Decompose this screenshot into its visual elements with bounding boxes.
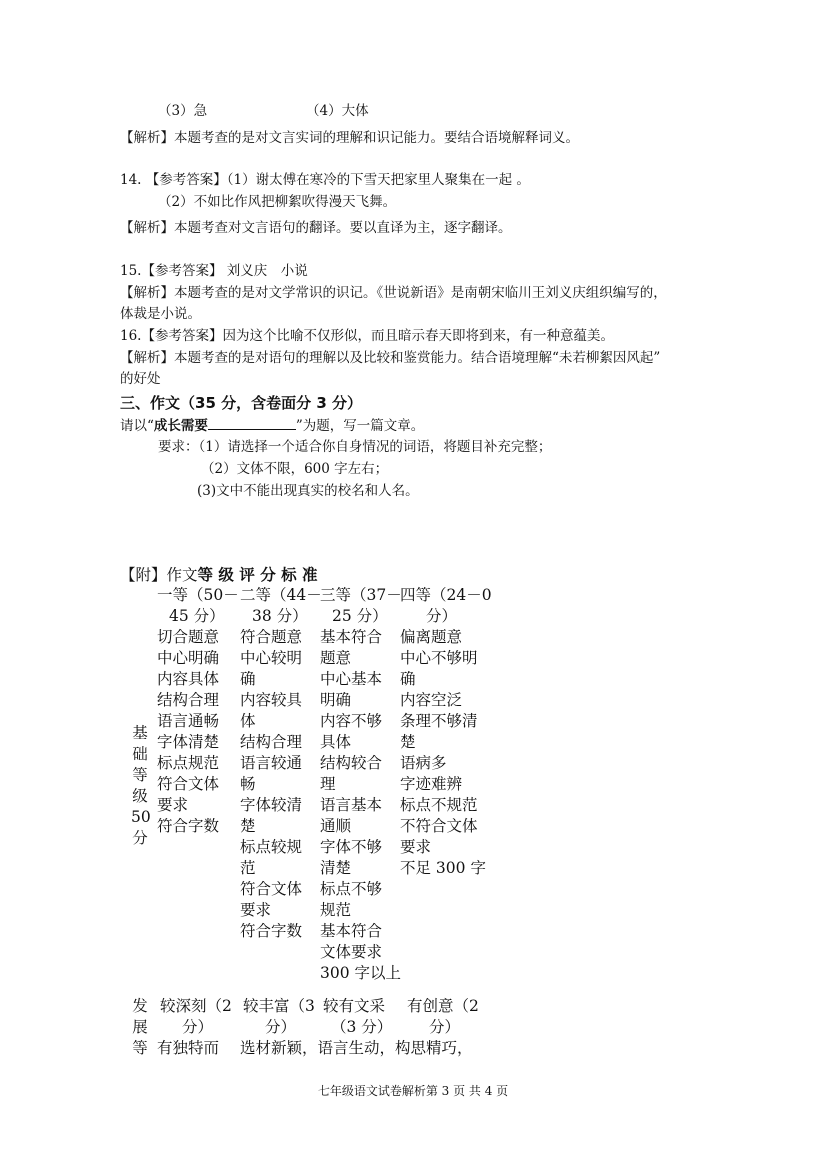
row-label-basic: 基 础 等 级 50 分 <box>131 724 151 847</box>
analysis-15-line2: 体裁是小说。 <box>120 306 201 322</box>
analysis-14: 【解析】本题考查对文言语句的翻译。要以直译为主，逐字翻译。 <box>120 220 512 236</box>
develop-col-grade4: 有创意（2 分） <box>407 997 479 1036</box>
essay-requirement-1: 要求：（1）请选择一个适合你自身情况的词语，将题目补充完整； <box>158 439 552 455</box>
essay-title-blank <box>208 415 296 430</box>
grade-header-2: 二等（44－ 38 分） <box>240 586 322 625</box>
essay-prompt <box>120 415 424 436</box>
essay-title-word: 成长需要 <box>153 418 208 434</box>
analysis-16-line1: 【解析】本题考查的是对语句的理解以及比较和鉴赏能力。结合语境理解“未若柳絮因风起” <box>120 350 661 366</box>
basic-col-grade3: 基本符合 题意 中心基本 明确 内容不够 具体 结构较合 理 语言基本 通顺 字体不够 清楚 标点不够 规范 基本符合 文体要求 300 字以上 <box>320 628 402 982</box>
basic-col-grade2: 符合题意 中心较明 确 内容较具 体 结构合理 语言较通 畅 字体较清 楚 标点较规 范 符合文体 要求 符合字数 <box>240 628 303 940</box>
grade-header-3: 三等（37－ 25 分） <box>320 586 402 625</box>
analysis-13: 【解析】本题考查的是对文言实词的理解和识记能力。要结合语境解释词义。 <box>120 130 579 146</box>
develop-col-grade1: 较深刻（2 分） 有独特而 <box>157 997 232 1057</box>
analysis-15-line1: 【解析】本题考查的是对文学常识的识记。《世说新语》是南朝宋临川王刘义庆组织编写的， <box>120 285 667 301</box>
analysis-16-line2: 的好处 <box>120 371 161 387</box>
appendix-title-bold: 等 级 评 分 标 准 <box>197 566 318 584</box>
basic-col-grade4: 偏离题意 中心不够明 确 内容空泛 条理不够清 楚 语病多 字迹难辨 标点不规范 不符合文体 要求 不足 300 字 <box>400 628 486 877</box>
essay-requirement-3: (3)文中不能出现真实的校名和人名。 <box>197 483 419 499</box>
appendix-title-prefix: 【附】作文 <box>120 566 198 584</box>
essay-requirement-2: （2）文体不限，600 字左右； <box>201 461 389 477</box>
answer-14-line2: （2）不如比作风把柳絮吹得漫天飞舞。 <box>158 194 397 210</box>
essay-prompt-post: ”为题，写一篇文章。 <box>295 418 425 434</box>
answer-item-4: （4）大体 <box>306 103 369 119</box>
develop-col-grade3: 较有文采 （3 分） <box>323 997 393 1036</box>
develop-col-grade2: 较丰富（3 分） 选材新颖，语言生动，构思精巧， <box>240 997 473 1057</box>
section-heading-essay: 三、作文（35 分，含卷面分 3 分） <box>120 394 362 412</box>
grade-header-1: 一等（50－ 45 分） <box>157 586 239 625</box>
grade-header-4: 四等（24－0 分） <box>400 586 492 625</box>
answer-15: 15.【参考答案】 刘义庆 小说 <box>120 263 308 279</box>
answer-item-3: （3）急 <box>158 103 208 119</box>
basic-col-grade1: 切合题意 中心明确 内容具体 结构合理 语言通畅 字体清楚 标点规范 符合文体 要求 符合字数 <box>157 628 220 835</box>
answer-16: 16.【参考答案】因为这个比喻不仅形似，而且暗示春天即将到来，有一种意蕴美。 <box>120 328 614 344</box>
answer-14-line1: 14. 【参考答案】（1）谢太傅在寒冷的下雪天把家里人聚集在一起 。 <box>120 172 530 188</box>
essay-prompt-pre: 请以“ <box>120 418 154 434</box>
row-label-develop: 发 展 等 <box>132 997 148 1057</box>
page-footer: 七年级语文试卷解析第 3 页 共 4 页 <box>317 1084 509 1098</box>
appendix-title <box>120 565 318 586</box>
